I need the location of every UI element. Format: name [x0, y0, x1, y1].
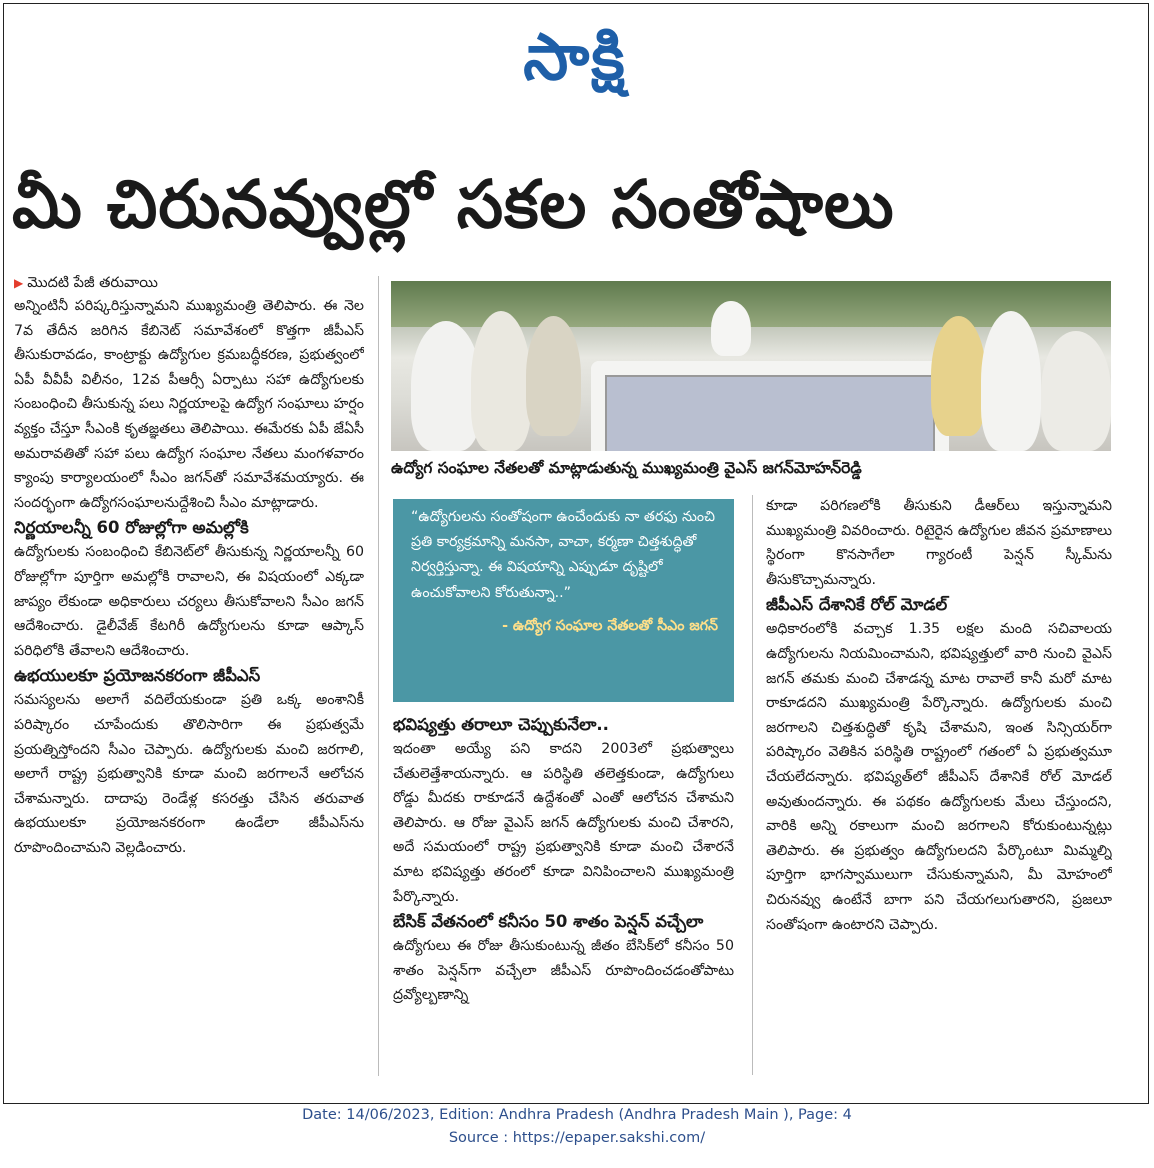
- photo-person: [711, 301, 751, 356]
- column-2: [393, 712, 734, 1074]
- play-triangle-icon: ▶: [14, 276, 24, 290]
- meeting-photo: [391, 281, 1111, 451]
- subheading-60-days: నిర్ణయాలన్నీ 60 రోజుల్లోగా అమల్లోకి: [14, 518, 249, 538]
- subheading-future-generations: భవిష్యత్తు తరాలూ చెప్పుకునేలా..: [393, 715, 609, 734]
- source-link[interactable]: Source : https://epaper.sakshi.com/: [448, 1130, 706, 1146]
- column-1-paragraph-3: సమస్యలను అలాగే వదిలేయకుండా ప్రతి ఒక్క అంశానికీ పరిష్కారం చూపేందుకు తొలిసారిగా ఈ ప్రభుత్వమే ప్రయత్నిస్తోందని సీఎం చెప్పారు. ఉద్యోగులకు మంచి జరగాలి, అలాగే రాష్ట్ర ప్రభుత్వానికి కూడా మంచి జరగాలనే ఆలోచన చేశామన్నారు. దాదాపు రెండేళ్ల కసరత్తు చేసిన తరువాత ఉభయులకూ ప్రయోజనకరంగా ఉండేలా జీపీఎస్‌ను రూపొందించామని వెల్లడించారు.: [14, 692, 364, 856]
- subheading-gps-benefit: ఉభయులకూ ప్రయోజనకరంగా జీపీఎస్‌: [14, 666, 261, 686]
- pull-quote-attribution: - ఉద్యోగ సంఘాల నేతలతో సీఎం జగన్‌: [502, 617, 718, 634]
- kicker: [14, 272, 364, 294]
- photo-person: [1041, 331, 1111, 451]
- column-1: [14, 272, 364, 1072]
- column-3-paragraph-2: అధికారంలోకి వచ్చాక 1.35 లక్షల మంది సచివాలయ ఉద్యోగులను నియమించామని, భవిష్యత్తులో వారి నుంచి వైఎస్‌ జగన్‌ తమకు మంచి చేశాడన్న మాట రావాలే కానీ మరో మాట రాకూడదని ముఖ్యమంత్రి పేర్కొన్నారు. ఉద్యోగులకు మంచి జరగాలని చిత్తశుద్ధితో కృషి చేశామని, ఇంత సిన్సియర్‌గా పరిష్కారం వెతికిన పరిస్థితి రాష్ట్రంలో గతంలో ఏ ప్రభుత్వమూ చేయలేదన్నారు. భవిష్యత్‌లో జీపీఎస్‌ దేశానికే రోల్‌ మోడల్‌ అవుతుందన్నారు. ఈ పథకం ఉద్యోగులకు మేలు చేస్తుందని, వారికి అన్ని రకాలుగా మంచి జరగాలని కోరుకుంటున్నట్లు తెలిపారు. ఈ ప్రభుత్వం ఉద్యోగులదని పేర్కొంటూ మిమ్మల్ని పూర్తిగా భాగస్వాములుగా చేసుకున్నామని, మీ మోహంలో చిరునవ్వు ఉంటేనే బాగా పని చేయగలుగుతారని, ప్రజలూ సంతోషంగా ఉంటారని చెప్పారు.: [766, 621, 1112, 933]
- column-1-paragraph-2: ఉద్యోగులకు సంబంధించి కేబినెట్‌లో తీసుకున్న నిర్ణయాలన్నీ 60 రోజుల్లోగా పూర్తిగా అమల్లోకి రావాలని, ఈ విషయంలో ఎక్కడా జాప్యం లేకుండా అధికారులు చర్యలు తీసుకోవాలని సీఎం జగన్‌ ఆదేశించారు. డైలీవేజ్‌ కేటగిరీ ఉద్యోగులను కూడా ఆప్కాస్‌ పరిధిలోకి తేవాలని ఆదేశించారు.: [14, 544, 364, 659]
- masthead-logo: సాక్షి: [523, 21, 627, 95]
- column-3: [766, 494, 1112, 1074]
- photo-person: [981, 311, 1041, 451]
- edition-info: Date: 14/06/2023, Edition: Andhra Pradesh (Andhra Pradesh Main ), Page: 4: [302, 1107, 852, 1123]
- kicker-text: మొదటి పేజీ తరువాయి: [27, 275, 158, 291]
- headline: మీ చిరునవ్వుల్లో సకల సంతోషాలు: [12, 166, 895, 243]
- column-3-paragraph-1: కూడా పరిగణలోకి తీసుకుని డీఆర్‌లు ఇస్తున్నామని ముఖ్యమంత్రి వివరించారు. రిటైరైన ఉద్యోగుల జీవన ప్రమాణాలు స్థిరంగా కొనసాగేలా గ్యారంటీ పెన్షన్‌ స్కీమ్‌ను తీసుకొచ్చామన్నారు.: [766, 498, 1112, 588]
- column-2-paragraph-1: ఇదంతా అయ్యే పని కాదని 2003లో ప్రభుత్వాలు చేతులెత్తేశాయన్నారు. ఆ పరిస్థితి తలెత్తకుండా, ఉద్యోగులు రోడ్డు మీదకు రాకూడనే ఉద్దేశంతో ఎంతో ఆలోచన చేశామని తెలిపారు. ఆ రోజు వైఎస్‌ జగన్‌ ఉద్యోగులకు మంచి చేశారని, అదే సమయంలో రాష్ట్ర ప్రభుత్వానికి కూడా మంచి చేశారనే మాట భవిష్యత్తు తరంలో కూడా వినిపించాలని ముఖ్యమంత్రి పేర్కొన్నారు.: [393, 741, 734, 905]
- column-1-paragraph-1: అన్నింటినీ పరిష్కరిస్తున్నామని ముఖ్యమంత్రి తెలిపారు. ఈ నెల 7వ తేదీన జరిగిన కేబినెట్‌ సమావేశంలో కొత్తగా జీపీఎస్‌ తీసుకురావడం, కాంట్రాక్టు ఉద్యోగుల క్రమబద్ధీకరణ, ప్రభుత్వంలో ఏపీ వీవీపీ విలీనం, 12వ పీఆర్సీ ఏర్పాటు సహా ఉద్యోగులకు సంబంధించి తీసుకున్న పలు నిర్ణయాలపై ఉద్యోగ సంఘాలు హర్షం వ్యక్తం చేస్తూ సీఎంకి కృతజ్ఞతలు తెలిపాయి. ఈమేరకు ఏపీ జేఏసీ అమరావతితో సహా పలు ఉద్యోగ సంఘాల నేతలు మంగళవారం క్యాంపు కార్యాలయంలో సీఎం జగన్‌తో సమావేశమయ్యారు. ఈ సందర్భంగా ఉద్యోగసంఘాలనుద్దేశించి సీఎం మాట్లాడారు.: [14, 298, 364, 511]
- column-2-paragraph-2: ఉద్యోగులు ఈ రోజు తీసుకుంటున్న జీతం బేసిక్‌లో కనీసం 50 శాతం పెన్షన్‌గా వచ్చేలా జీపీఎస్‌ రూపొందించడంతోపాటు ద్రవ్యోల్బణాన్ని: [393, 938, 734, 1004]
- photo-person: [526, 316, 581, 436]
- photo-caption: ఉద్యోగ సంఘాల నేతలతో మాట్లాడుతున్న ముఖ్యమంత్రి వైఎస్‌ జగన్‌మోహన్‌రెడ్డి: [391, 459, 862, 477]
- subheading-pension-50: బేసిక్‌ వేతనంలో కనీసం 50 శాతం పెన్షన్‌ వచ్చేలా: [393, 912, 704, 932]
- photo-conference-table: [591, 361, 949, 451]
- photo-person: [931, 316, 986, 436]
- pull-quote: [393, 499, 734, 702]
- subheading-role-model: జీపీఎస్‌ దేశానికే రోల్‌ మోడల్‌: [766, 595, 948, 615]
- pull-quote-text: “ఉద్యోగులను సంతోషంగా ఉంచేందుకు నా తరఫు నుంచి ప్రతి కార్యక్రమాన్ని మనసా, వాచా, కర్మణా చిత్తశుద్ధితో నిర్వర్తిస్తున్నా. ఈ విషయాన్ని ఎప్పుడూ దృష్టిలో ఉంచుకోవాలని కోరుతున్నా..”: [411, 509, 715, 601]
- column-divider: [752, 495, 753, 1075]
- column-divider: [378, 276, 379, 1076]
- photo-person: [471, 311, 531, 451]
